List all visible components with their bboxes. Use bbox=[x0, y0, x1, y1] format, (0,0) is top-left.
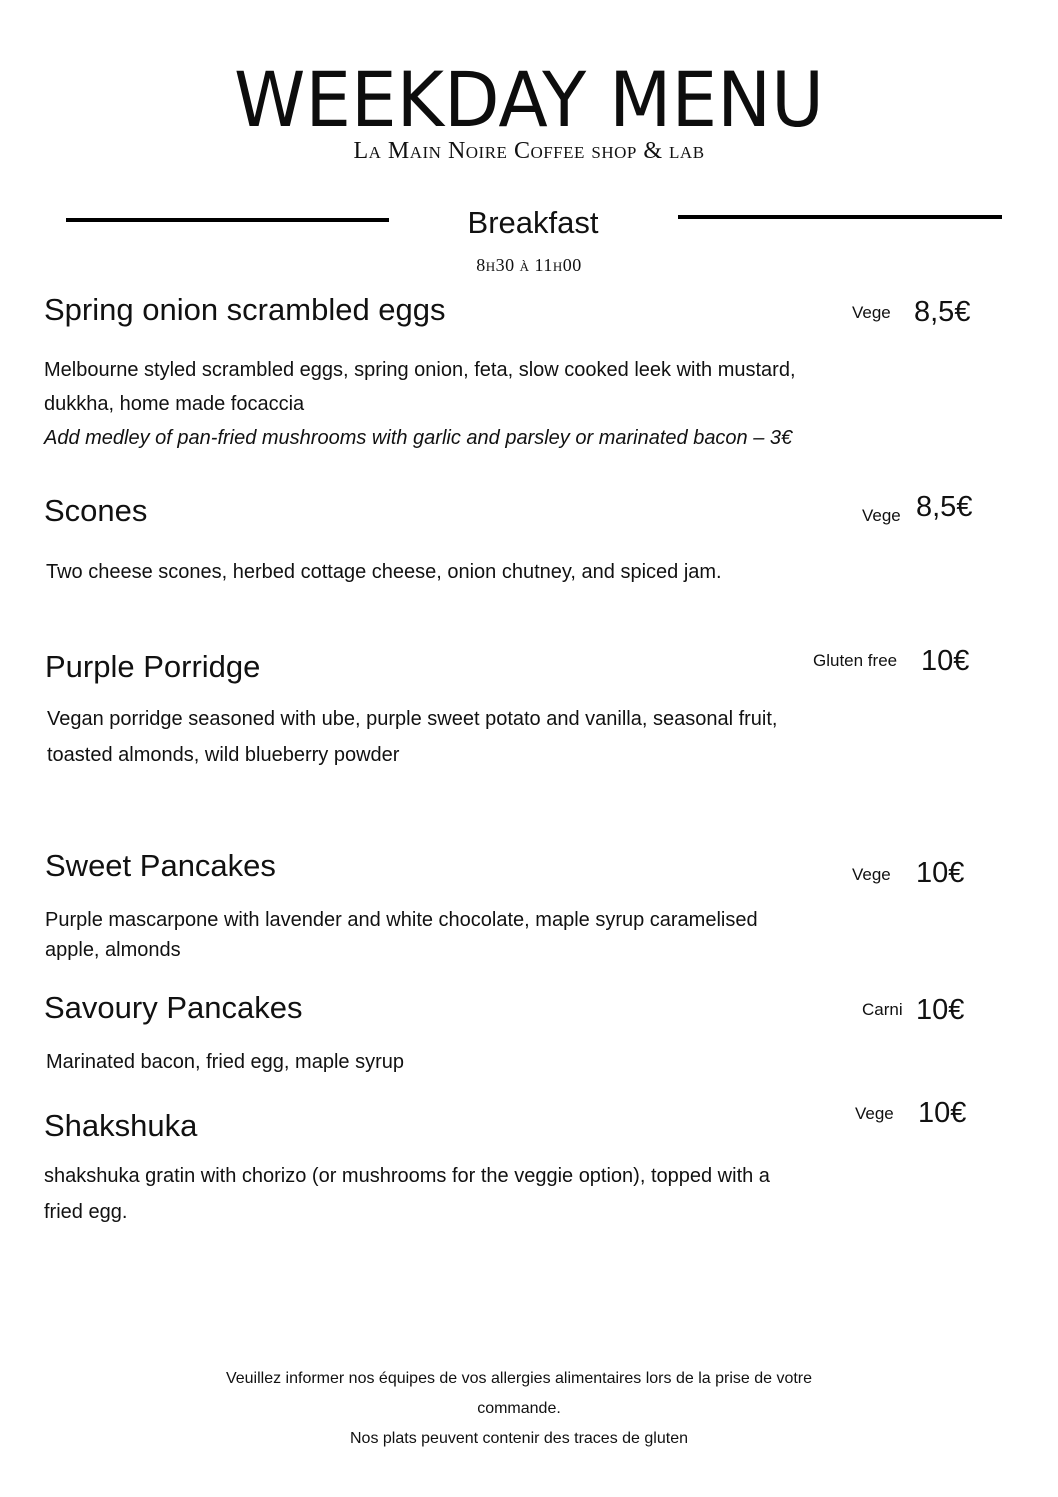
description-line: Purple mascarpone with lavender and white chocolate, maple syrup caramelised bbox=[45, 909, 758, 931]
allergy-notice bbox=[0, 1364, 1038, 1454]
menu-item-tag: Vege bbox=[862, 506, 901, 525]
description-line: toasted almonds, wild blueberry powder bbox=[47, 744, 400, 766]
description-line: shakshuka gratin with chorizo (or mushrooms for the veggie option), topped with a bbox=[44, 1165, 770, 1187]
menu-item-tag: Carni bbox=[862, 1000, 903, 1019]
page-subtitle: La Main Noire Coffee shop & lab bbox=[353, 138, 705, 164]
menu-item-price: 10€ bbox=[918, 1097, 967, 1129]
description-line: Vegan porridge seasoned with ube, purple sweet potato and vanilla, seasonal fruit, bbox=[47, 708, 778, 730]
menu-item-tag: Vege bbox=[852, 865, 891, 884]
menu-item-price: 10€ bbox=[916, 857, 965, 889]
menu-item-price: 8,5€ bbox=[916, 491, 973, 523]
menu-item-description bbox=[46, 555, 916, 589]
menu-item-price: 10€ bbox=[916, 994, 965, 1026]
menu-item-name: Purple Porridge bbox=[45, 649, 261, 684]
section-title: Breakfast bbox=[467, 205, 599, 240]
menu-item-tag: Vege bbox=[852, 303, 891, 322]
page-title: WEEKDAY MENU bbox=[234, 55, 824, 144]
menu-item-description bbox=[44, 353, 914, 455]
menu-item-price: 8,5€ bbox=[914, 296, 971, 328]
section-hours: 8h30 à 11h00 bbox=[476, 255, 582, 275]
menu-item-name: Sweet Pancakes bbox=[45, 848, 276, 883]
description-line: dukkha, home made focaccia bbox=[44, 393, 305, 415]
description-line: Melbourne styled scrambled eggs, spring onion, feta, slow cooked leek with mustard, bbox=[44, 359, 796, 381]
menu-item-description bbox=[44, 1158, 914, 1230]
description-line: fried egg. bbox=[44, 1201, 128, 1223]
footer-line: Nos plats peuvent contenir des traces de gluten bbox=[350, 1430, 688, 1447]
description-line: Two cheese scones, herbed cottage cheese, onion chutney, and spiced jam. bbox=[46, 561, 722, 583]
menu-item-name: Shakshuka bbox=[44, 1108, 198, 1143]
menu-item-tag: Gluten free bbox=[813, 651, 898, 670]
menu-item-tag: Vege bbox=[855, 1104, 894, 1123]
menu-item-name: Scones bbox=[44, 493, 148, 528]
menu-item-description bbox=[47, 701, 917, 773]
menu-item-description bbox=[45, 905, 915, 965]
description-line: apple, almonds bbox=[45, 939, 181, 961]
footer-line: commande. bbox=[477, 1400, 561, 1417]
menu-item-description bbox=[46, 1045, 916, 1079]
description-line: Marinated bacon, fried egg, maple syrup bbox=[46, 1051, 404, 1073]
menu-item-extra: Add medley of pan-fried mushrooms with garlic and parsley or marinated bacon – 3€ bbox=[44, 427, 793, 449]
menu-item-price: 10€ bbox=[921, 645, 970, 677]
footer-line: Veuillez informer nos équipes de vos allergies alimentaires lors de la prise de votre bbox=[225, 1370, 813, 1387]
menu-item-name: Spring onion scrambled eggs bbox=[44, 292, 446, 327]
menu-item-name: Savoury Pancakes bbox=[44, 990, 303, 1025]
